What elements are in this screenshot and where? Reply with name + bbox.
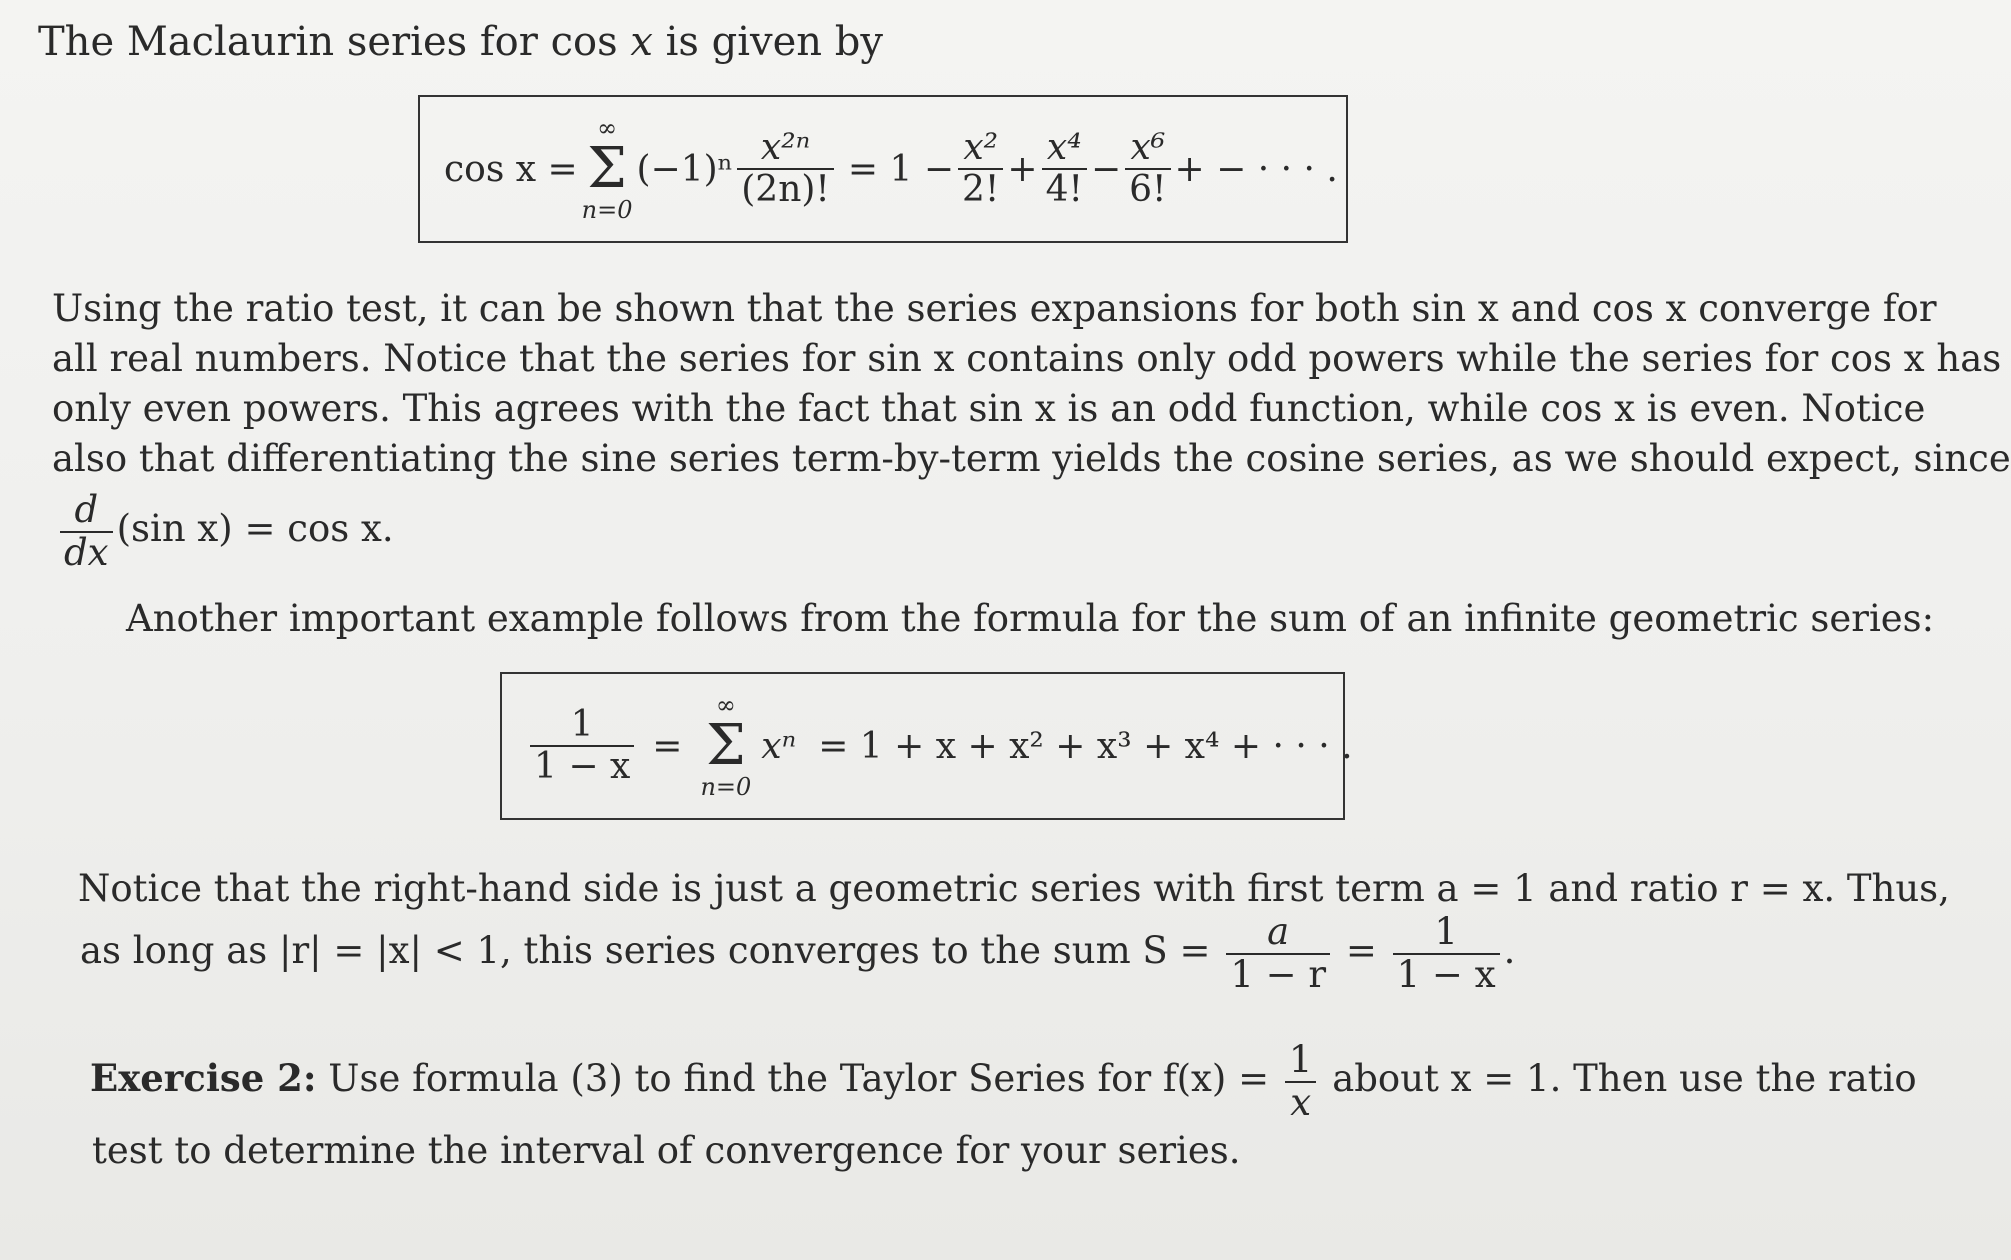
cos-term-2 (958, 128, 1003, 209)
para1-line2: all real numbers. Notice that the series for sin x contains only odd powers while the series for cos x has (52, 337, 2002, 380)
para2-line1: Another important example follows from the formula for the sum of an infinite geometric series: (126, 597, 1935, 640)
fraction-denominator: dx (64, 530, 109, 574)
cos-series-equation-box (418, 95, 1348, 243)
geo-sum-operator (700, 692, 751, 801)
fraction-denominator: 4! (1045, 169, 1083, 210)
sum-lower-limit: n=0 (581, 196, 633, 224)
exercise-text-pre: Use formula (3) to find the Taylor Series for f(x) = (316, 1057, 1270, 1101)
fraction-denominator: x (1290, 1080, 1312, 1124)
cos-term-6 (1125, 128, 1170, 209)
cos-general-fraction (737, 128, 834, 209)
fraction-denominator: 1 − x (534, 746, 631, 787)
intro-prefix: The Maclaurin series for (38, 19, 551, 65)
cos-tail: + − · · · . (1174, 148, 1338, 190)
para3-line2-text: as long as |r| = |x| < 1, this series converges to the sum S = (80, 929, 1211, 973)
fraction-numerator: d (74, 488, 99, 531)
para1-line4: also that differentiating the sine series term-by-term yields the cosine series, as we should expect, since (52, 437, 2011, 480)
para1-line3: only even powers. This agrees with the fact that sin x is an odd function, while cos x is even. Notice (52, 387, 1926, 430)
fraction-numerator: x⁴ (1046, 127, 1082, 169)
derivative-rest: (sin x) = cos x. (116, 507, 394, 551)
derivative-expression (56, 490, 394, 573)
para3-line1: Notice that the right-hand side is just a geometric series with first term a = 1 and ratio r = x. Thus, (78, 867, 1950, 910)
cos-op-plus: + (1007, 148, 1038, 190)
exercise-text-post: about x = 1. Then use the ratio (1332, 1057, 1917, 1101)
para1-line1: Using the ratio test, it can be shown that the series expansions for both sin x and cos x converge for (52, 287, 1937, 330)
exercise-line2: test to determine the interval of convergence for your series. (92, 1129, 1241, 1172)
fraction-numerator: 1 (570, 704, 594, 746)
fraction-denominator: 6! (1129, 169, 1167, 210)
exercise-line1 (90, 1040, 1917, 1123)
cos-sum-operator (582, 115, 633, 224)
sum-fraction-a (1226, 912, 1330, 995)
geo-term: xⁿ (761, 725, 797, 767)
fraction-numerator: x²ⁿ (760, 127, 811, 169)
intro-func: cos (550, 19, 631, 65)
intro-suffix: is given by (652, 19, 883, 65)
geo-lhs-fraction (530, 705, 634, 786)
fraction-numerator: x² (963, 127, 999, 169)
derivative-fraction (60, 490, 113, 573)
cos-op-minus: − (1090, 148, 1122, 190)
geo-equals: = (652, 725, 683, 767)
fraction-numerator: a (1267, 910, 1290, 953)
para3-line2 (80, 912, 1515, 995)
fraction-numerator: 1 (1288, 1038, 1313, 1081)
sum-fraction-x (1393, 912, 1500, 995)
fraction-denominator: 1 − x (1396, 952, 1496, 996)
cos-equals-one: = 1 − (847, 148, 955, 190)
fraction-denominator: (2n)! (741, 169, 830, 210)
cos-term: (−1)ⁿ (636, 148, 734, 190)
sum-upper-limit: ∞ (715, 690, 736, 719)
sigma-symbol: Σ (587, 136, 627, 201)
cos-lhs: cos x = (444, 148, 578, 190)
fraction-numerator: x⁶ (1130, 127, 1166, 169)
para3-equals: = (1345, 929, 1377, 973)
geo-expansion: = 1 + x + x² + x³ + x⁴ + · · · . (818, 725, 1353, 767)
exercise-label: Exercise 2: (90, 1056, 317, 1101)
sum-upper-limit: ∞ (597, 113, 618, 142)
sum-lower-limit: n=0 (700, 773, 752, 801)
fraction-denominator: 2! (962, 169, 1000, 210)
fraction-denominator: 1 − r (1230, 952, 1327, 996)
intro-text (38, 19, 883, 65)
para3-end: . (1503, 929, 1516, 973)
sigma-symbol: Σ (706, 713, 746, 778)
exercise-fraction (1285, 1040, 1317, 1123)
intro-var: x (630, 19, 653, 65)
fraction-numerator: 1 (1434, 910, 1458, 953)
cos-term-4 (1042, 128, 1087, 209)
geometric-series-equation-box (500, 672, 1353, 820)
